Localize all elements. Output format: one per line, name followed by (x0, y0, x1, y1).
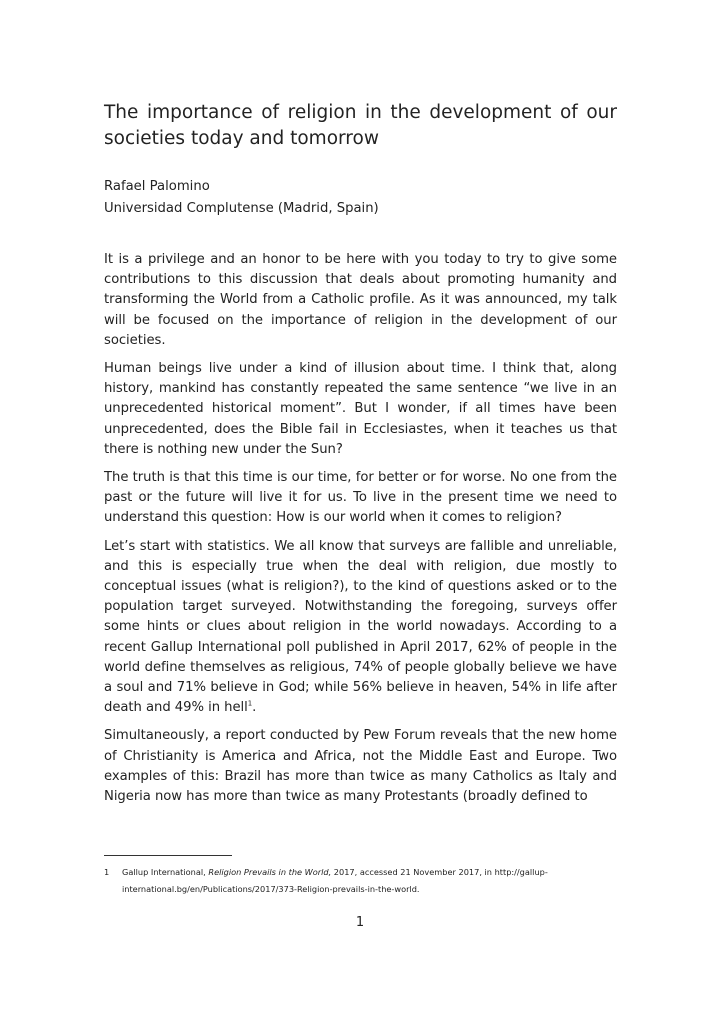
footnote-url[interactable]: international.bg/en/Publications/2017/373-Religion-prevails-in-the-world. (122, 883, 420, 894)
author-affiliation: Universidad Complutense (Madrid, Spain) (104, 200, 379, 216)
footnote-details: 2017, accessed 21 November 2017, in http://gallup- (331, 867, 548, 877)
paragraph: Human beings live under a kind of illusion about time. I think that, along history, mankind has constantly repeated the same sentence “we live in an unprecedented historical moment”. But I wonder, if all times have been unprecedented, does the Bible fail in Ecclesiastes, when it teaches us that there is nothing new under the Sun? (104, 361, 617, 457)
body-text (104, 250, 617, 807)
footnote (104, 863, 617, 898)
author-block (104, 176, 617, 219)
main-content (104, 100, 617, 815)
author-name: Rafael Palomino (104, 179, 210, 194)
footnote-line-1 (104, 863, 617, 882)
footnote-work-title: Religion Prevails in the World, (208, 867, 332, 877)
footnote-publisher: Gallup International, (122, 867, 206, 877)
paragraph-end: . (252, 700, 257, 716)
paragraph: The truth is that this time is our time, for better or for worse. No one from the past or the future will live it for us. To live in the present time we need to understand this question: How is our world when it comes to religion? (104, 470, 617, 526)
page-number: 1 (355, 915, 365, 930)
footnote-number: 1 (104, 867, 110, 877)
paragraph: Simultaneously, a report conducted by Pew Forum reveals that the new home of Christianity is America and Africa, not the Middle East and Europe. Two examples of this: Brazil has more than twice as many Catholics as Italy and Nigeria now has more than twice as many Protestants (broadly defined to (104, 728, 617, 805)
footnote-reference[interactable]: 1 (247, 699, 253, 708)
paragraph-text: Let’s start with statistics. We all know that surveys are fallible and unreliable, and this is especially true when the deal with religion, due mostly to conceptual issues (what is religion?), to the kind of questions asked or to the population target surveyed. Notwithstanding the foregoing, surveys offer some hints or clues about religion in the world nowadays. According to a recent Gallup International poll published in April 2017, 62% of people in the world define themselves as religious, 74% of people globally believe we have a soul and 71% believe in God; while 56% believe in heaven, 54% in life after death and 49% in hell (104, 538, 617, 716)
page-title: The importance of religion in the development of our societies today and tomorrow (104, 102, 617, 149)
paragraph-with-footnote (104, 537, 617, 719)
paragraph: It is a privilege and an honor to be here with you today to try to give some contributions to this discussion that deals about promoting humanity and transforming the World from a Catholic profile. As it was announced, my talk will be focused on the importance of religion in the development of our societies. (104, 252, 617, 348)
footnote-separator (104, 855, 232, 856)
